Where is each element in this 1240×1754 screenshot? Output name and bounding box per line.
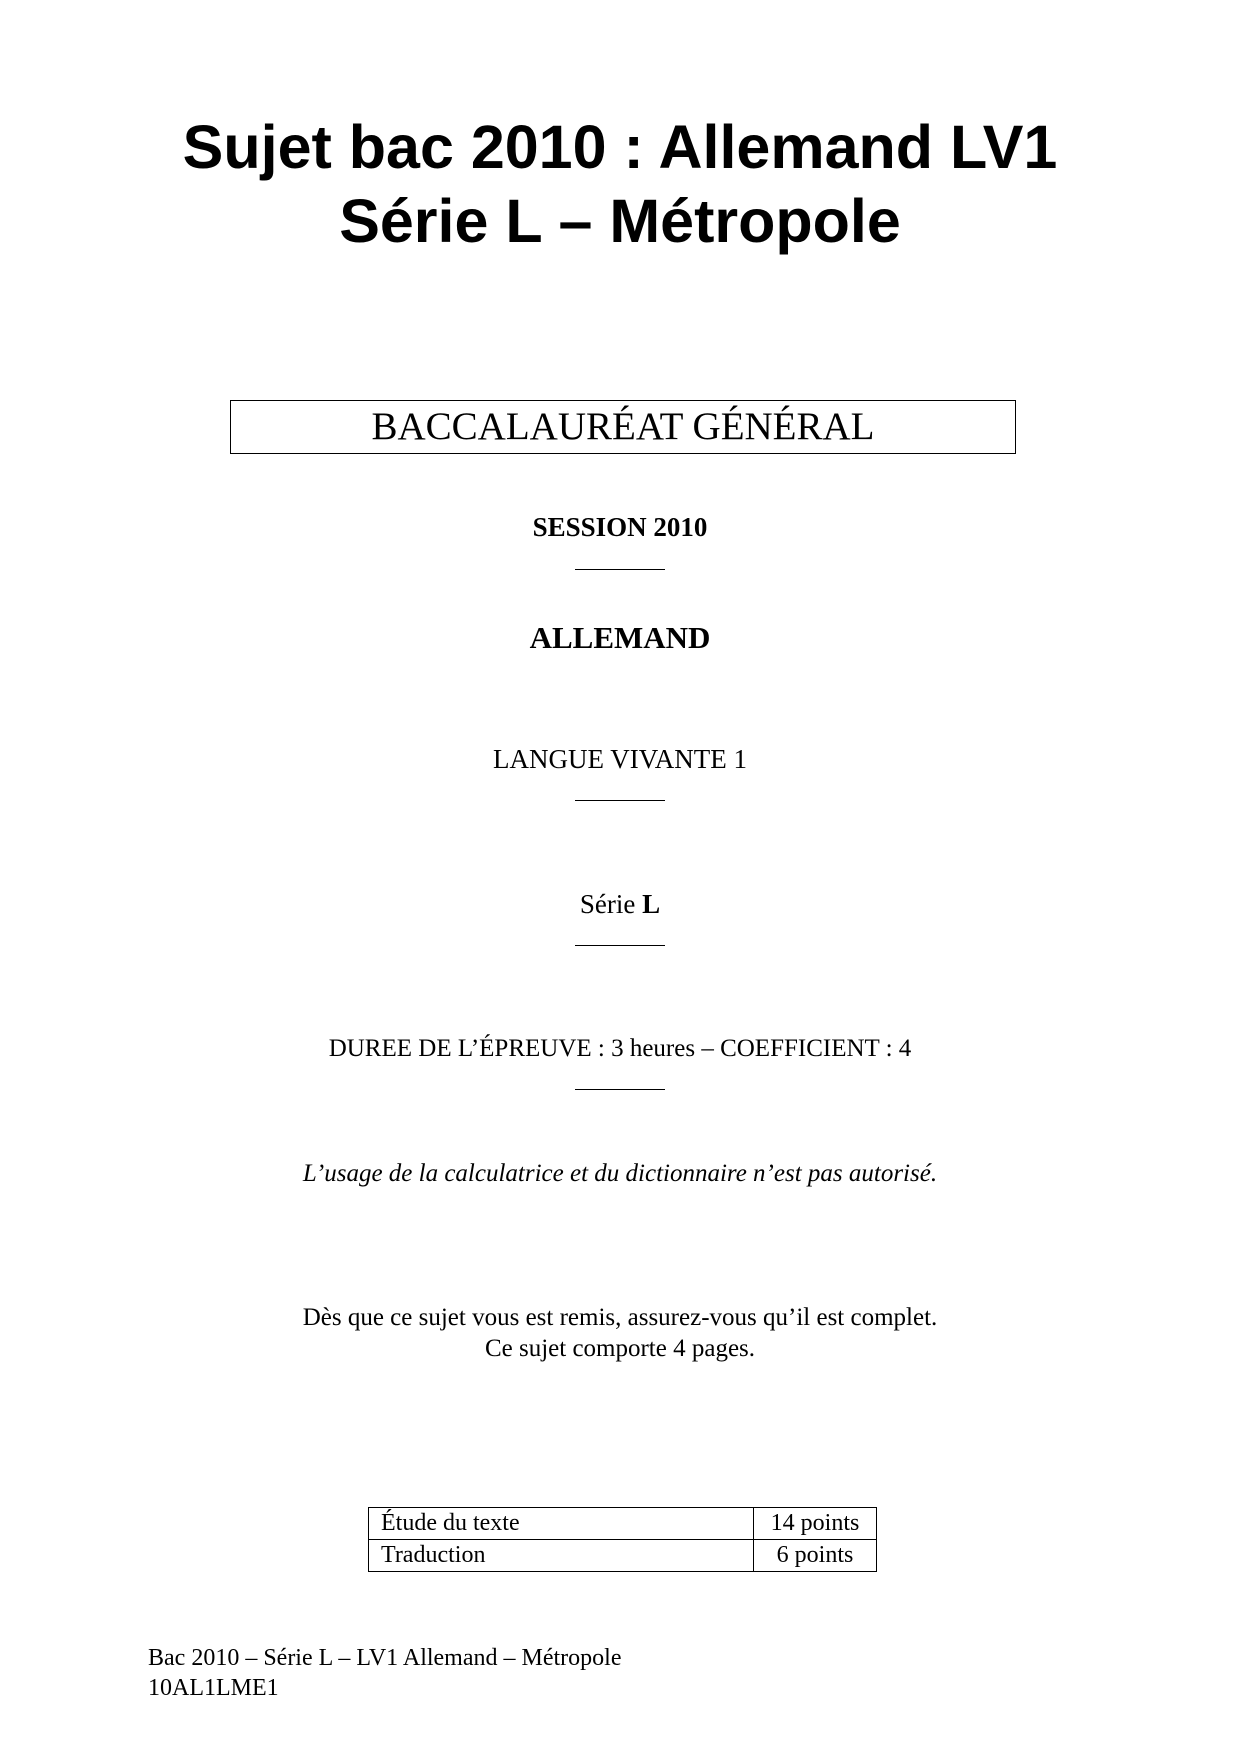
completeness-note — [0, 1302, 1240, 1364]
language-level-label: LANGUE VIVANTE 1 — [493, 744, 747, 774]
page-title — [0, 110, 1240, 258]
scoring-part-cell: Étude du texte — [369, 1508, 754, 1540]
divider-rule — [575, 800, 665, 801]
duration-label: DUREE DE L’ÉPREUVE : 3 heures – COEFFICIENT : 4 — [328, 1035, 912, 1062]
divider-rule — [575, 945, 665, 946]
title-line-2: Série L – Métropole — [339, 187, 901, 255]
divider-rule — [575, 569, 665, 570]
exam-name-box: BACCALAURÉAT GÉNÉRAL — [230, 400, 1016, 454]
series-letter: L — [642, 889, 661, 919]
series-prefix: Série — [579, 889, 636, 919]
table-row — [369, 1508, 877, 1540]
footer-code: 10AL1LME1 — [148, 1675, 279, 1701]
table-row — [369, 1540, 877, 1572]
subject-label: ALLEMAND — [529, 620, 711, 655]
session-label: SESSION 2010 — [532, 512, 708, 542]
series-label — [0, 889, 1240, 920]
divider-rule — [575, 1089, 665, 1090]
scoring-part-cell: Traduction — [369, 1540, 754, 1572]
scoring-table — [368, 1507, 877, 1572]
scoring-points-cell: 6 points — [754, 1540, 877, 1572]
footer-line-1: Bac 2010 – Série L – LV1 Allemand – Métropole — [148, 1645, 622, 1671]
completeness-line-1: Dès que ce sujet vous est remis, assurez-vous qu’il est complet. — [302, 1304, 938, 1331]
completeness-line-2: Ce sujet comporte 4 pages. — [484, 1335, 756, 1362]
page-footer — [148, 1643, 621, 1703]
scoring-points-cell: 14 points — [754, 1508, 877, 1540]
title-line-1: Sujet bac 2010 : Allemand LV1 — [182, 113, 1058, 181]
usage-note: L’usage de la calculatrice et du dictionnaire n’est pas autorisé. — [302, 1160, 938, 1187]
